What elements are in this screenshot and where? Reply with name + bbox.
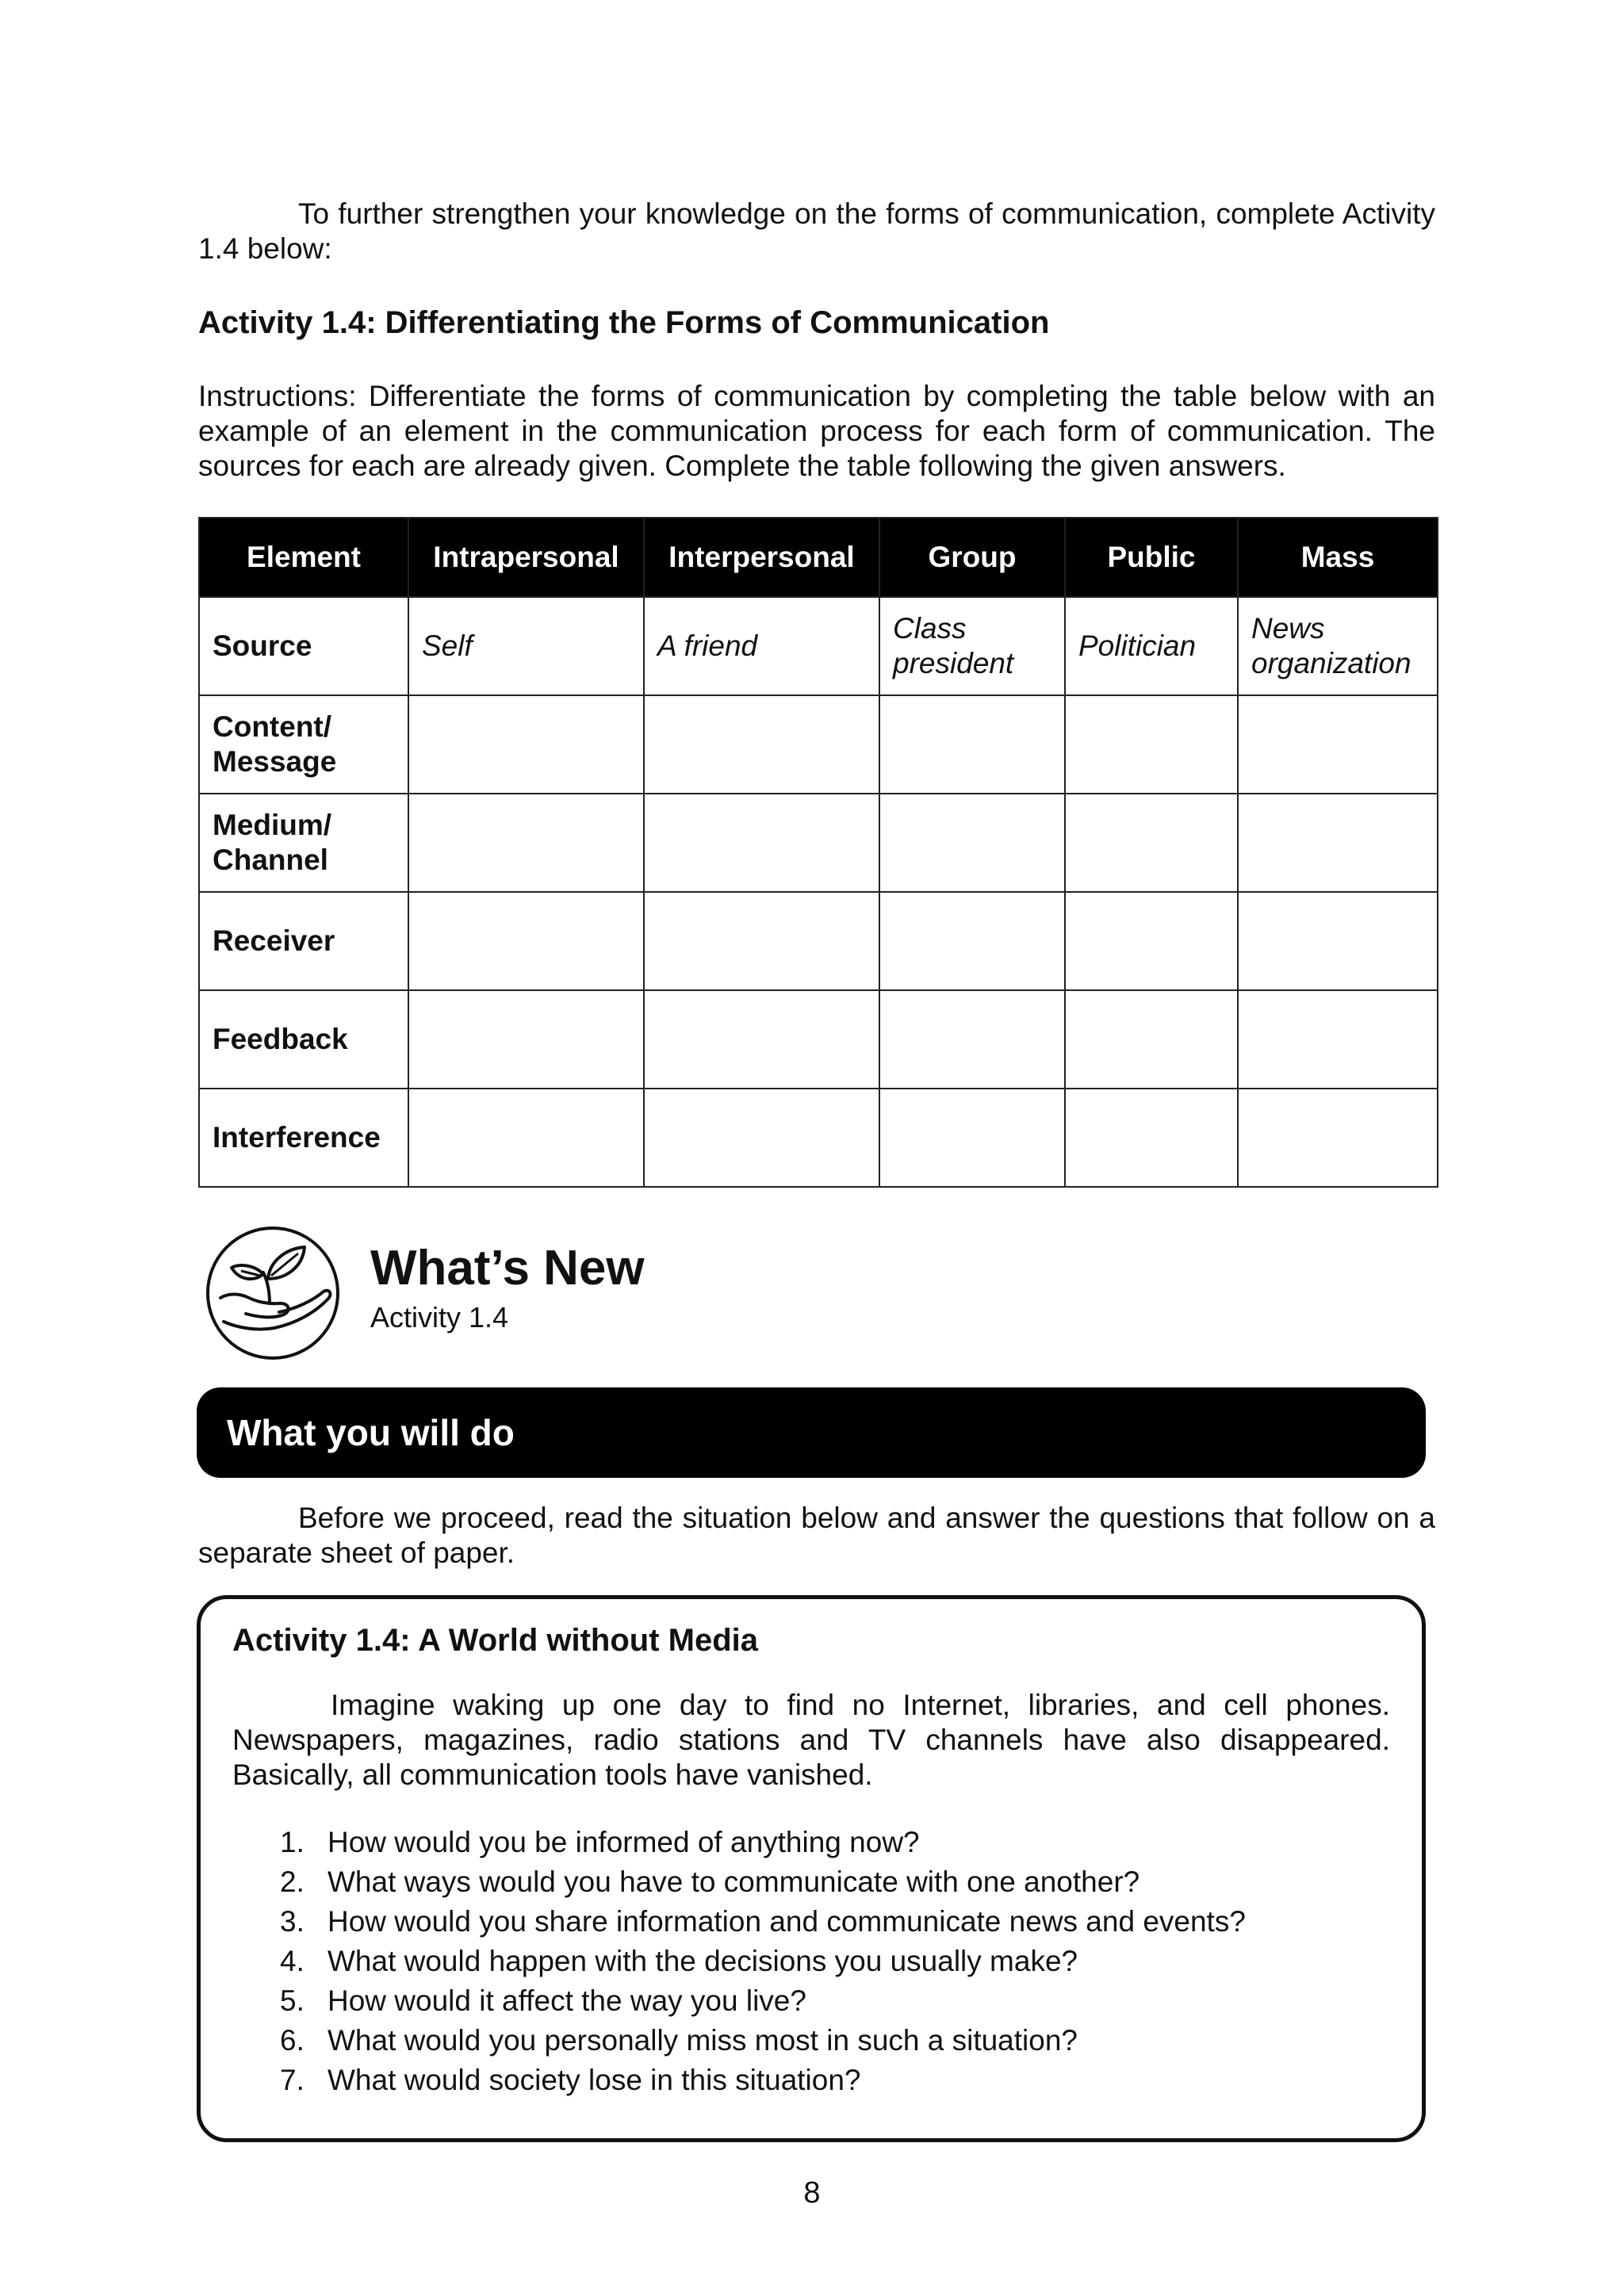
page-number: 8	[803, 2176, 821, 2210]
answer-cell[interactable]	[1238, 695, 1438, 794]
hand-with-sprout-icon	[205, 1225, 341, 1361]
row-label: Receiver	[199, 892, 408, 990]
answer-cell[interactable]	[1238, 1089, 1438, 1187]
answer-cell[interactable]	[879, 695, 1065, 794]
table-row	[199, 794, 1438, 892]
list-item: 2. What ways would you have to communicate with one another?	[280, 1866, 1140, 1898]
instructions-paragraph: Instructions: Differentiate the forms of communication by completing the table below with an example of an element in the communication process for each form of communication. The sources for each are already given. Complete the table following the given answers.	[198, 380, 1435, 482]
answer-cell[interactable]	[408, 892, 644, 990]
answer-cell[interactable]	[879, 990, 1065, 1089]
answer-cell[interactable]	[1238, 892, 1438, 990]
row-label: Feedback	[199, 990, 408, 1089]
source-cell: Self	[408, 597, 644, 695]
answer-cell[interactable]	[408, 990, 644, 1089]
question-text: How would it affect the way you live?	[327, 1984, 806, 2017]
table-row	[199, 990, 1438, 1089]
answer-cell[interactable]	[879, 1089, 1065, 1187]
activity-heading: Activity 1.4: Differentiating the Forms of Communication	[198, 305, 1050, 340]
question-text: How would you be informed of anything now?	[327, 1826, 920, 1858]
row-label: Interference	[199, 1089, 408, 1187]
list-item: 5. How would it affect the way you live?	[280, 1984, 806, 2017]
source-cell: News organization	[1238, 597, 1438, 695]
intro-paragraph: To further strengthen your knowledge on the forms of communication, complete Activity 1.4 below:	[198, 197, 1435, 265]
answer-cell[interactable]	[408, 1089, 644, 1187]
header-element: Element	[199, 518, 408, 597]
answer-cell[interactable]	[408, 695, 644, 794]
source-cell: A friend	[644, 597, 879, 695]
answer-cell[interactable]	[1238, 794, 1438, 892]
banner-label: What you will do	[227, 1412, 515, 1453]
list-item: 6. What would you personally miss most in such a situation?	[280, 2024, 1078, 2057]
list-item: 7. What would society lose in this situation?	[280, 2064, 861, 2096]
answer-cell[interactable]	[1238, 990, 1438, 1089]
answer-cell[interactable]	[408, 794, 644, 892]
table-row	[199, 695, 1438, 794]
box-paragraph: Imagine waking up one day to find no Internet, libraries, and cell phones. Newspapers, magazines, radio stations and TV channels have also disappeared. Basically, all communication tools have vanished.	[232, 1689, 1390, 1791]
question-list	[280, 1823, 1246, 2100]
answer-cell[interactable]	[1065, 695, 1238, 794]
question-text: What would you personally miss most in such a situation?	[327, 2024, 1078, 2057]
source-cell: Class president	[879, 597, 1065, 695]
table-header-row	[199, 518, 1438, 597]
list-item: 4. What would happen with the decisions you usually make?	[280, 1945, 1078, 1977]
question-text: What would society lose in this situation?	[327, 2064, 861, 2096]
header-mass: Mass	[1238, 518, 1438, 597]
list-item: 3. How would you share information and communicate news and events?	[280, 1905, 1246, 1938]
answer-cell[interactable]	[644, 990, 879, 1089]
whats-new-subtitle: Activity 1.4	[370, 1301, 509, 1334]
list-item: 1. How would you be informed of anything now?	[280, 1826, 920, 1858]
question-text: How would you share information and communicate news and events?	[327, 1905, 1246, 1938]
question-text: What would happen with the decisions you usually make?	[327, 1945, 1078, 1977]
table-row	[199, 892, 1438, 990]
whats-new-title: What’s New	[370, 1241, 645, 1295]
row-label: Medium/ Channel	[199, 794, 408, 892]
answer-cell[interactable]	[1065, 1089, 1238, 1187]
answer-cell[interactable]	[644, 1089, 879, 1187]
header-intrapersonal: Intrapersonal	[408, 518, 644, 597]
source-cell: Politician	[1065, 597, 1238, 695]
answer-cell[interactable]	[879, 892, 1065, 990]
table-row	[199, 597, 1438, 695]
answer-cell[interactable]	[644, 892, 879, 990]
row-label: Source	[199, 597, 408, 695]
question-text: What ways would you have to communicate with one another?	[327, 1866, 1140, 1898]
box-title: Activity 1.4: A World without Media	[232, 1623, 759, 1658]
forms-table	[198, 517, 1438, 1188]
before-paragraph: Before we proceed, read the situation below and answer the questions that follow on a separate sheet of paper.	[198, 1502, 1435, 1569]
what-you-will-do-banner	[197, 1387, 1426, 1478]
header-group: Group	[879, 518, 1065, 597]
answer-cell[interactable]	[1065, 892, 1238, 990]
table-row	[199, 1089, 1438, 1187]
answer-cell[interactable]	[1065, 990, 1238, 1089]
answer-cell[interactable]	[1065, 794, 1238, 892]
header-interpersonal: Interpersonal	[644, 518, 879, 597]
header-public: Public	[1065, 518, 1238, 597]
activity-box	[197, 1595, 1426, 2142]
row-label: Content/ Message	[199, 695, 408, 794]
answer-cell[interactable]	[879, 794, 1065, 892]
answer-cell[interactable]	[644, 695, 879, 794]
answer-cell[interactable]	[644, 794, 879, 892]
